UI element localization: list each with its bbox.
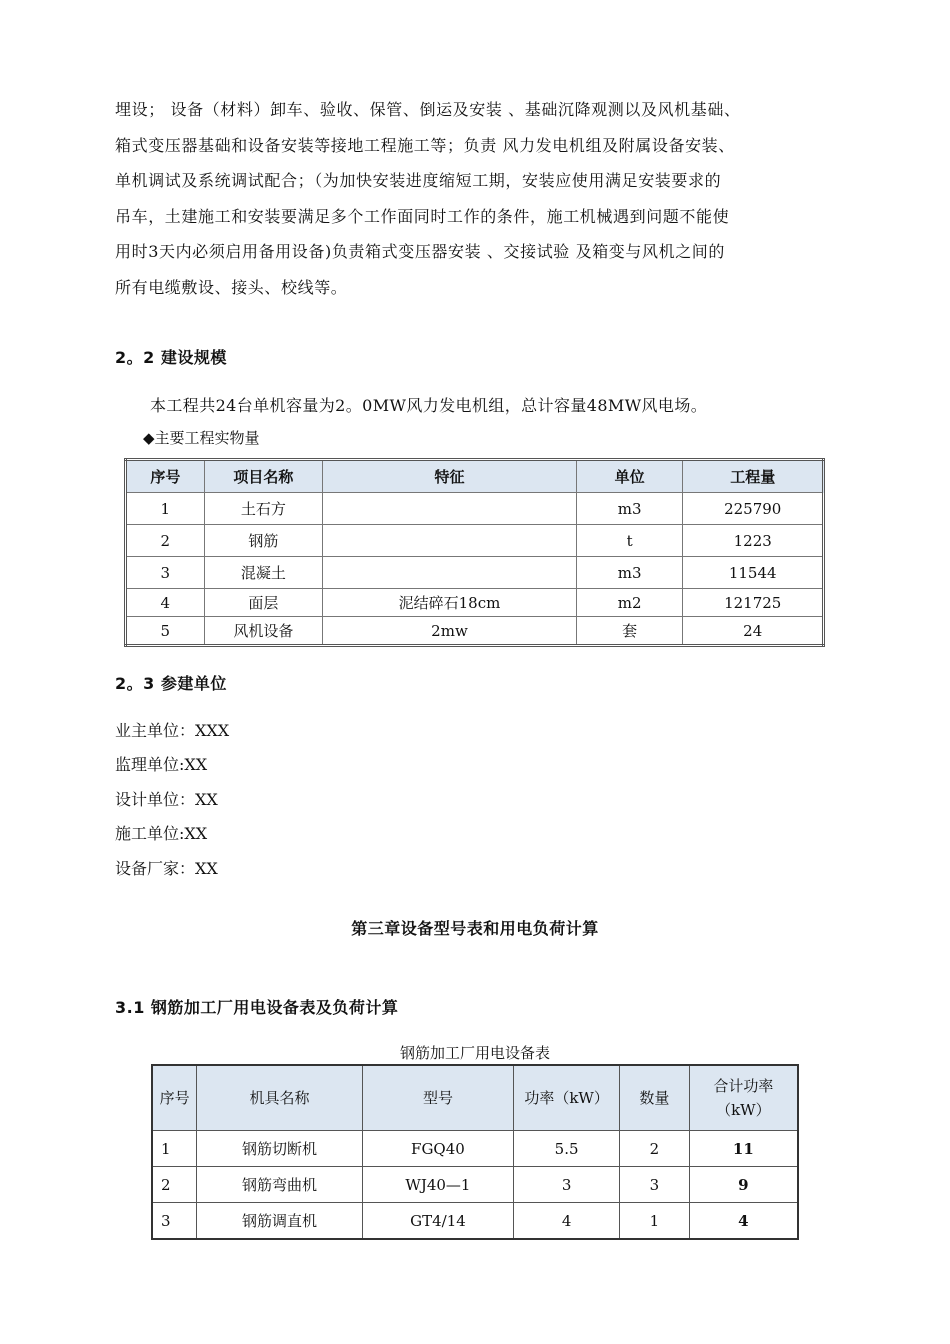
table-cell: 225790 [683,493,824,525]
table-cell: 4 [514,1203,620,1240]
table-cell: 钢筋 [204,525,322,557]
table-cell: 钢筋切断机 [197,1131,362,1167]
table-row [152,1203,798,1240]
table-cell: WJ40—1 [362,1167,514,1203]
table-cell: 1 [619,1203,689,1240]
table-header-row [152,1065,798,1131]
intro-line: 埋设； 设备（材料）卸车、验收、保管、倒运及安装 、基础沉降观测以及风机基础、 [115,100,741,119]
manufacturer-unit: 设备厂家：XX [115,859,218,878]
table-cell: 泥结碎石18cm [323,589,577,617]
table-row [126,617,824,646]
table-row [126,589,824,617]
table-header-cell [689,1065,798,1131]
table-cell: t [576,525,683,557]
table-row [126,557,824,589]
table-header-cell: 机具名称 [197,1065,362,1131]
section-heading-3-1: 3.1 钢筋加工厂用电设备表及负荷计算 [115,998,399,1017]
table-cell: 11544 [683,557,824,589]
table-row [126,525,824,557]
construction-unit: 施工单位:XX [115,824,208,843]
table-cell: 2 [619,1131,689,1167]
table-row [126,493,824,525]
table-row [152,1167,798,1203]
intro-line: 单机调试及系统调试配合；（为加快安装进度缩短工期，安装应使用满足安装要求的 [115,171,722,190]
table-cell: 4 [126,589,205,617]
chapter-title: 第三章设备型号表和用电负荷计算 [351,919,599,938]
table-cell: 土石方 [204,493,322,525]
quantities-table [124,458,825,647]
table-caption: 钢筋加工厂用电设备表 [399,1044,550,1062]
table-cell: 9 [689,1167,798,1203]
intro-line: 所有电缆敷设、接头、校线等。 [115,277,348,297]
quantities-bullet: ◆主要工程实物量 [143,429,260,447]
table-cell: 风机设备 [204,617,322,646]
table-header-row [126,460,824,493]
table-cell: 1223 [683,525,824,557]
table-cell: m2 [576,589,683,617]
table-header-cell: 功率（kW） [514,1065,620,1131]
table-cell: 2 [152,1167,197,1203]
intro-line: 用时3天内必须启用备用设备)负责箱式变压器安装 、交接试验 及箱变与风机之间的 [115,242,725,261]
table-cell: 121725 [683,589,824,617]
table-header-cell: 项目名称 [204,460,322,493]
table-cell: 5.5 [514,1131,620,1167]
table-header-cell: 型号 [362,1065,514,1131]
table-cell: 1 [126,493,205,525]
table-cell: 4 [689,1203,798,1240]
table-cell: m3 [576,493,683,525]
design-unit: 设计单位：XX [115,790,218,809]
table-cell: 2 [126,525,205,557]
table-header-cell: 特征 [323,460,577,493]
header-line: （kW） [716,1101,771,1119]
table-cell: 套 [576,617,683,646]
table-cell: 钢筋调直机 [197,1203,362,1240]
owner-unit: 业主单位：XXX [115,721,230,740]
table-cell [323,557,577,589]
scale-text: 本工程共24台单机容量为2。0MW风力发电机组，总计容量48MW风电场。 [150,396,708,415]
table-cell: FGQ40 [362,1131,514,1167]
table-cell: m3 [576,557,683,589]
equipment-table [151,1064,799,1240]
table-row [152,1131,798,1167]
table-cell: 3 [126,557,205,589]
table-cell: 1 [152,1131,197,1167]
table-cell: 混凝土 [204,557,322,589]
table-cell: 5 [126,617,205,646]
section-heading-2-2: 2。2 建设规模 [115,348,227,367]
section-heading-2-3: 2。3 参建单位 [115,674,227,693]
table-cell: 3 [152,1203,197,1240]
table-header-cell: 序号 [152,1065,197,1131]
header-line: 合计功率 [713,1077,774,1095]
table-cell: GT4/14 [362,1203,514,1240]
table-header-cell: 工程量 [683,460,824,493]
table-cell [323,493,577,525]
table-cell: 3 [619,1167,689,1203]
intro-line: 箱式变压器基础和设备安装等接地工程施工等；负责 风力发电机组及附属设备安装、 [115,135,735,155]
table-header-cell: 序号 [126,460,205,493]
intro-paragraph [115,92,845,305]
table-cell: 2mw [323,617,577,646]
intro-line: 吊车，土建施工和安装要满足多个工作面同时工作的条件，施工机械遇到问题不能使 [115,206,730,226]
table-cell: 24 [683,617,824,646]
supervisor-unit: 监理单位:XX [115,755,208,774]
table-cell: 3 [514,1167,620,1203]
table-cell [323,525,577,557]
table-header-cell: 单位 [576,460,683,493]
table-cell: 钢筋弯曲机 [197,1167,362,1203]
table-cell: 11 [689,1131,798,1167]
table-header-cell: 数量 [619,1065,689,1131]
table-cell: 面层 [204,589,322,617]
